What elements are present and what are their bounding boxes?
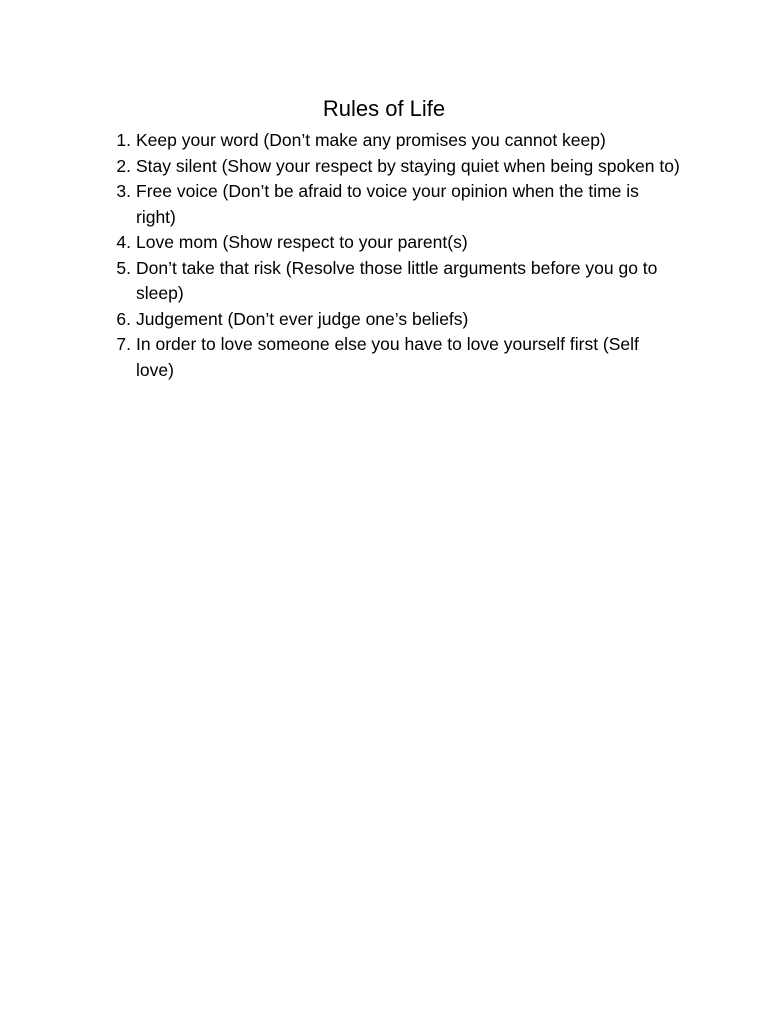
- list-item: [105, 179, 680, 230]
- rules-list: [105, 128, 680, 383]
- list-item: [105, 256, 680, 307]
- list-item-number: 6.: [116, 308, 131, 329]
- list-item-text: In order to love someone else you have to love yourself first (Self love): [136, 334, 639, 380]
- list-item-text: Free voice (Don’t be afraid to voice your opinion when the time is right): [136, 181, 639, 227]
- list-item-number: 7.: [116, 334, 131, 354]
- list-item-number: 4.: [116, 232, 131, 252]
- list-item-text: Don’t take that risk (Resolve those little arguments before you go to sleep): [136, 257, 658, 303]
- list-item-number: 1.: [116, 130, 131, 150]
- list-item: [105, 332, 680, 383]
- list-item-text: Stay silent (Show your respect by staying quiet when being spoken to): [136, 155, 680, 176]
- list-item-text: Judgement (Don’t ever judge one’s beliefs): [136, 308, 469, 329]
- list-item-number: 3.: [116, 181, 131, 201]
- list-item: [105, 307, 680, 333]
- list-item-text: Keep your word (Don’t make any promises you cannot keep): [136, 130, 606, 150]
- list-item-text: Love mom (Show respect to your parent(s): [136, 232, 468, 252]
- list-item: [105, 154, 680, 180]
- list-item: [105, 128, 680, 154]
- list-item-number: 2.: [116, 155, 131, 176]
- list-item-number: 5.: [116, 257, 131, 278]
- page-title: Rules of Life: [322, 96, 446, 121]
- list-item: [105, 230, 680, 256]
